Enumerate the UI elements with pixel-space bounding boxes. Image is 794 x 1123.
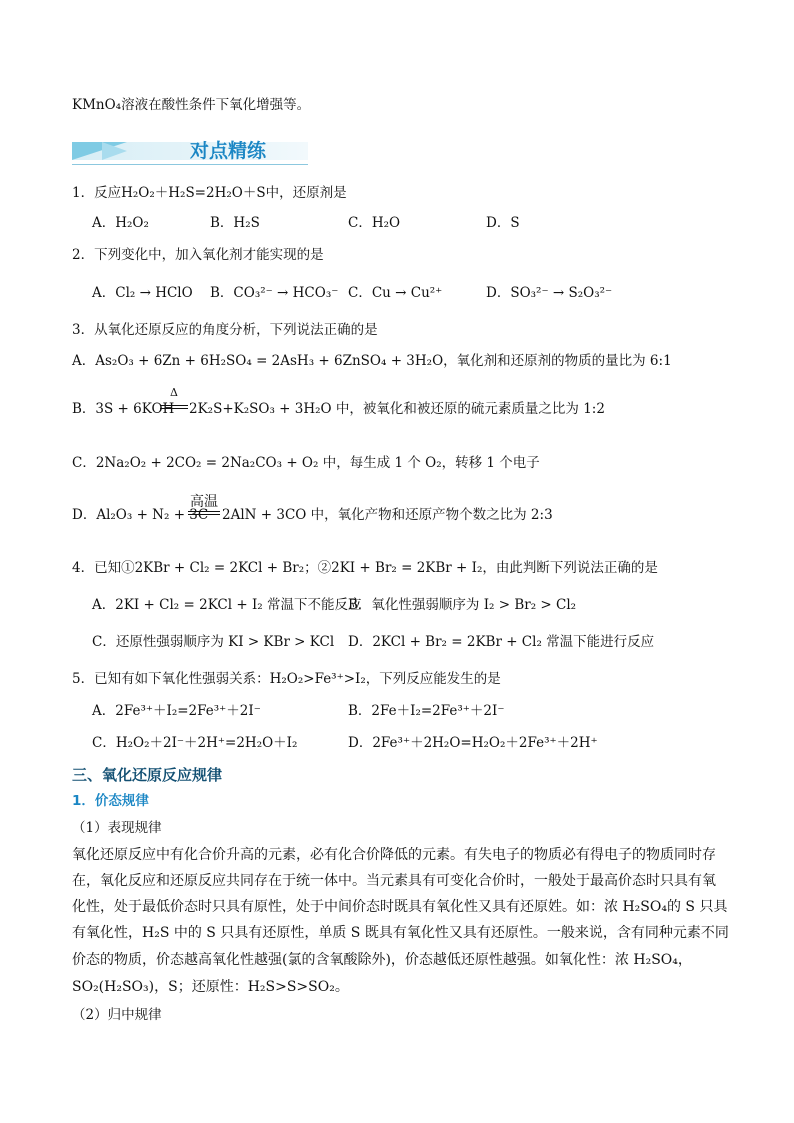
banner-rule bbox=[72, 164, 308, 165]
q4-option-a: A．2KI + Cl₂ = 2KCl + I₂ 常温下不能反应 bbox=[92, 597, 362, 613]
q3-condition-line bbox=[188, 511, 220, 515]
q5-option-c: C．H₂O₂＋2I⁻＋2H⁺=2H₂O＋I₂ bbox=[92, 735, 298, 751]
q5-stem: 5．已知有如下氧化性强弱关系：H₂O₂>Fe³⁺>I₂，下列反应能发生的是 bbox=[72, 671, 501, 687]
q2-option-d: D．SO₃²⁻ → S₂O₃²⁻ bbox=[486, 285, 613, 301]
paragraph-line: 化性，处于最低价态时只具有原性，处于中间价态时既具有氧化性又具有还原姓。如：浓 H₂SO₄的 S 只具 bbox=[72, 899, 728, 915]
q5-option-b: B．2Fe＋I₂=2Fe³⁺＋2I⁻ bbox=[348, 703, 505, 719]
intro-text: KMnO₄溶液在酸性条件下氧化增强等。 bbox=[72, 97, 311, 113]
q1-stem: 1．反应H₂O₂＋H₂S=2H₂O＋S中，还原剂是 bbox=[72, 185, 347, 201]
q1-option-a: A．H₂O₂ bbox=[92, 215, 149, 231]
q3-condition-label: 高温 bbox=[190, 494, 218, 510]
q3-heat-symbol: Δ bbox=[170, 386, 178, 399]
q5-option-d: D．2Fe³⁺＋2H₂O=H₂O₂＋2Fe³⁺＋2H⁺ bbox=[348, 735, 598, 751]
q2-option-a: A．Cl₂ → HClO bbox=[92, 285, 193, 301]
q3-option-a: A．As₂O₃ + 6Zn + 6H₂SO₄ = 2AsH₃ + 6ZnSO₄ + 3H₂O，氧化剂和还原剂的物质的量比为 6:1 bbox=[72, 353, 672, 369]
q3-option-d-right: 2AlN + 3CO 中，氧化产物和还原产物个数之比为 2:3 bbox=[222, 507, 553, 523]
q3-stem: 3．从氧化还原反应的角度分析，下列说法正确的是 bbox=[72, 322, 378, 338]
q3-option-d-left: D．Al₂O₃ + N₂ + 3C bbox=[72, 507, 209, 523]
q3-option-c: C．2Na₂O₂ + 2CO₂ = 2Na₂CO₃ + O₂ 中，每生成 1 个 O₂，转移 1 个电子 bbox=[72, 455, 540, 471]
banner-title: 对点精练 bbox=[190, 140, 267, 162]
q3-arrow-line bbox=[160, 405, 188, 409]
q4-stem: 4．已知①2KBr + Cl₂ = 2KCl + Br₂；②2KI + Br₂ = 2KBr + I₂，由此判断下列说法正确的是 bbox=[72, 560, 658, 576]
paragraph-title-2: （2）归中规律 bbox=[72, 1007, 162, 1023]
q2-option-c: C．Cu → Cu²⁺ bbox=[348, 285, 443, 301]
paragraph-line: SO₂(H₂SO₃)，S；还原性：H₂S>S>SO₂。 bbox=[72, 979, 349, 995]
q2-stem: 2．下列变化中，加入氧化剂才能实现的是 bbox=[72, 247, 324, 263]
q4-option-d: D．2KCl + Br₂ = 2KBr + Cl₂ 常温下能进行反应 bbox=[348, 634, 655, 650]
banner-chevron-icon bbox=[102, 142, 127, 160]
q5-option-a: A．2Fe³⁺＋I₂=2Fe³⁺＋2I⁻ bbox=[92, 703, 261, 719]
section-heading: 三、氧化还原反应规律 bbox=[72, 766, 223, 784]
q3-option-b-left: B．3S + 6KOH bbox=[72, 401, 175, 417]
q2-option-b: B．CO₃²⁻ → HCO₃⁻ bbox=[210, 285, 339, 301]
paragraph-line: 氧化还原反应中有化合价升高的元素，必有化合价降低的元素。有失电子的物质必有得电子的物质同时存 bbox=[72, 847, 716, 863]
q1-option-d: D．S bbox=[486, 215, 520, 231]
q4-option-c: C．还原性强弱顺序为 KI > KBr > KCl bbox=[92, 634, 335, 650]
q4-option-b: B．氧化性强弱顺序为 I₂ > Br₂ > Cl₂ bbox=[348, 597, 577, 613]
paragraph-title-1: （1）表现规律 bbox=[72, 820, 162, 836]
subsection-heading: 1．价态规律 bbox=[72, 793, 149, 809]
paragraph-line: 在，氧化反应和还原反应共同存在于统一体中。当元素具有可变化合价时，一般处于最高价态时只具有氧 bbox=[72, 873, 716, 889]
paragraph-line: 价态的物质，价态越高氧化性越强(氯的含氧酸除外)，价态越低还原性越强。如氧化性：浓 H₂SO₄， bbox=[72, 952, 692, 968]
section-banner bbox=[72, 135, 308, 165]
paragraph-line: 有氧化性，H₂S 中的 S 只具有还原性，单质 S 既具有氧化性又具有还原性。一般来说，含有同种元素不同 bbox=[72, 925, 729, 941]
q1-option-c: C．H₂O bbox=[348, 215, 401, 231]
q1-option-b: B．H₂S bbox=[210, 215, 260, 231]
q3-option-b-right: 2K₂S+K₂SO₃ + 3H₂O 中，被氧化和被还原的硫元素质量之比为 1:2 bbox=[189, 401, 605, 417]
